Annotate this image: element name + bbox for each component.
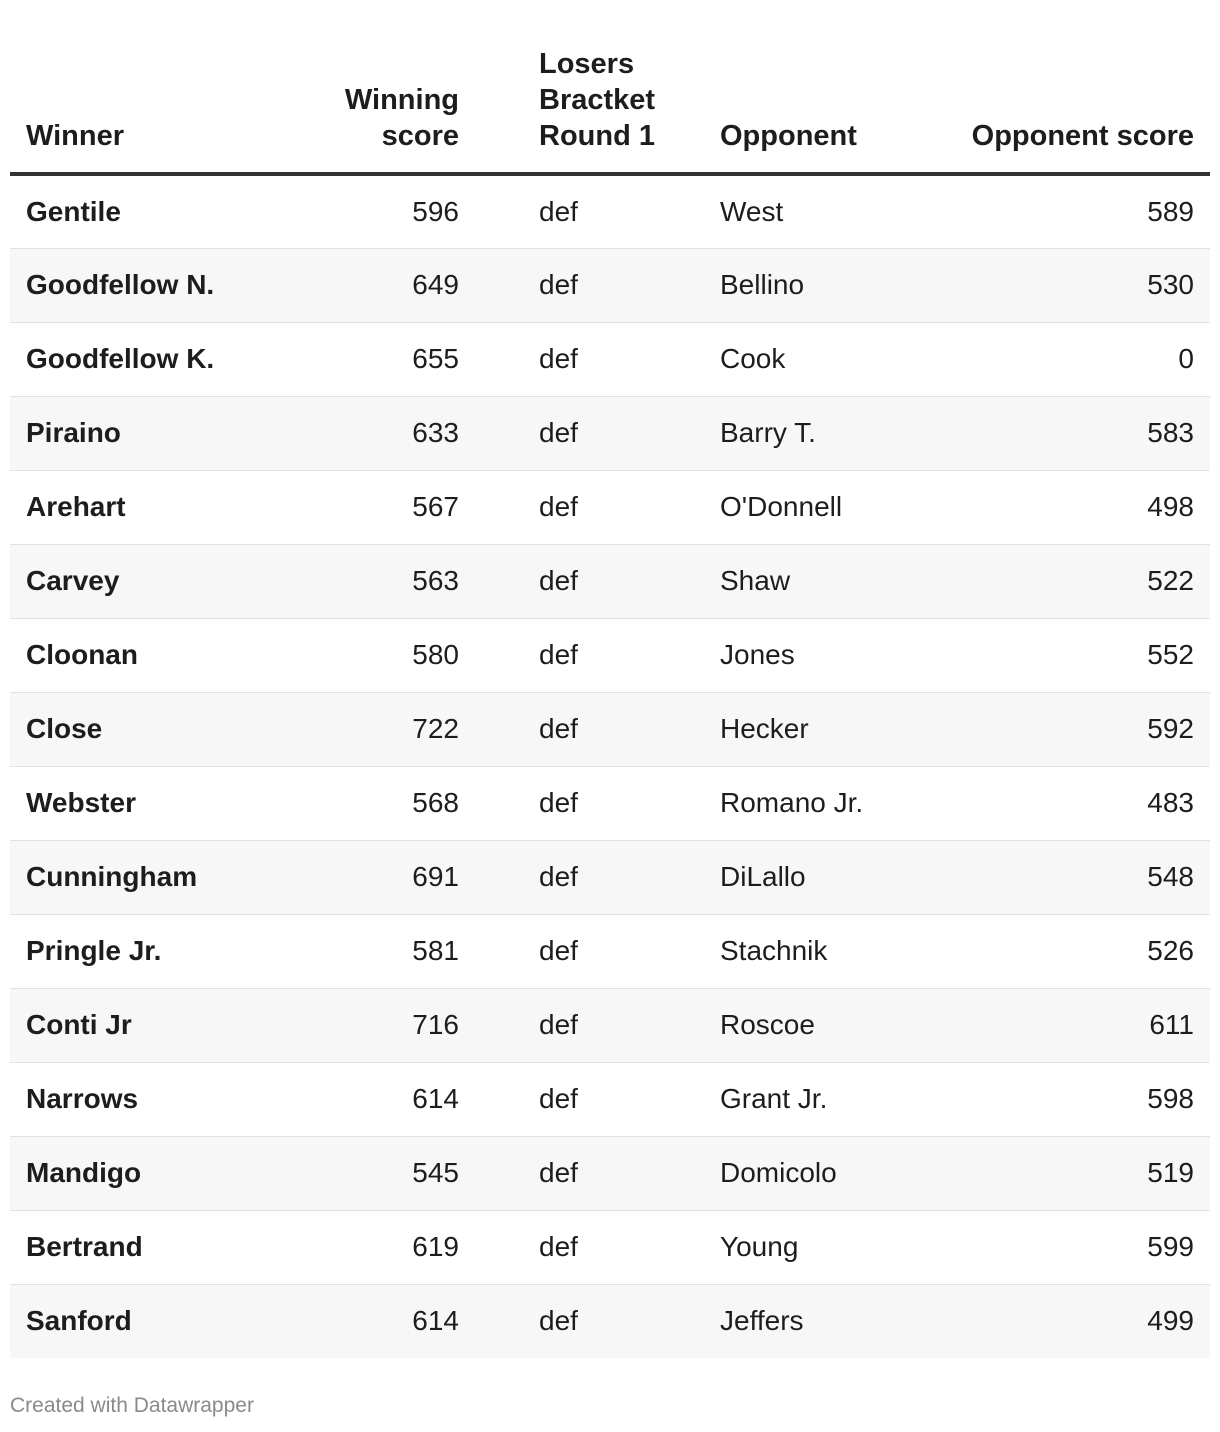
cell-winner: Gentile <box>10 174 285 248</box>
cell-opponent-score: 592 <box>944 692 1210 766</box>
cell-opponent-score: 611 <box>944 988 1210 1062</box>
cell-winning-score: 563 <box>285 544 475 618</box>
cell-result: def <box>475 322 704 396</box>
cell-result: def <box>475 766 704 840</box>
cell-winner: Piraino <box>10 396 285 470</box>
cell-winning-score: 649 <box>285 248 475 322</box>
table-row <box>10 470 1210 544</box>
cell-opponent: Barry T. <box>704 396 944 470</box>
cell-winning-score: 568 <box>285 766 475 840</box>
cell-winner: Goodfellow N. <box>10 248 285 322</box>
cell-winner: Bertrand <box>10 1210 285 1284</box>
cell-winner: Cloonan <box>10 618 285 692</box>
cell-winning-score: 567 <box>285 470 475 544</box>
table-row <box>10 692 1210 766</box>
cell-opponent: Romano Jr. <box>704 766 944 840</box>
cell-result: def <box>475 692 704 766</box>
cell-opponent-score: 0 <box>944 322 1210 396</box>
cell-result: def <box>475 988 704 1062</box>
cell-opponent-score: 583 <box>944 396 1210 470</box>
cell-opponent-score: 519 <box>944 1136 1210 1210</box>
cell-winning-score: 614 <box>285 1062 475 1136</box>
cell-winner: Webster <box>10 766 285 840</box>
cell-winning-score: 633 <box>285 396 475 470</box>
results-table-container <box>10 0 1210 1358</box>
cell-winner: Close <box>10 692 285 766</box>
table-row <box>10 840 1210 914</box>
cell-opponent: Hecker <box>704 692 944 766</box>
cell-opponent: Cook <box>704 322 944 396</box>
table-row <box>10 1284 1210 1358</box>
cell-opponent: Stachnik <box>704 914 944 988</box>
cell-winning-score: 596 <box>285 174 475 248</box>
cell-winning-score: 655 <box>285 322 475 396</box>
table-body <box>10 174 1210 1358</box>
cell-opponent: Domicolo <box>704 1136 944 1210</box>
cell-opponent: Shaw <box>704 544 944 618</box>
cell-opponent: Grant Jr. <box>704 1062 944 1136</box>
cell-result: def <box>475 914 704 988</box>
cell-result: def <box>475 840 704 914</box>
cell-winning-score: 614 <box>412 1305 459 1337</box>
cell-opponent: Jones <box>704 618 944 692</box>
table-row <box>10 1062 1210 1136</box>
cell-opponent-score: 599 <box>944 1210 1210 1284</box>
table-row <box>10 988 1210 1062</box>
cell-opponent-score: 498 <box>944 470 1210 544</box>
header-winner[interactable]: Winner <box>10 0 285 174</box>
results-table <box>10 0 1210 1358</box>
cell-result: def <box>475 1210 704 1284</box>
cell-opponent: Bellino <box>704 248 944 322</box>
table-row <box>10 914 1210 988</box>
cell-opponent-score: 589 <box>944 174 1210 248</box>
cell-opponent: DiLallo <box>704 840 944 914</box>
cell-opponent-score: 522 <box>944 544 1210 618</box>
cell-result: def <box>475 618 704 692</box>
cell-opponent: Roscoe <box>704 988 944 1062</box>
header-row <box>10 0 1210 174</box>
cell-result: def <box>475 544 704 618</box>
header-opponent[interactable]: Opponent <box>704 0 944 174</box>
header-winning-score[interactable]: Winning score <box>285 0 475 174</box>
cell-winning-score: 691 <box>285 840 475 914</box>
table-row <box>10 174 1210 248</box>
table-row <box>10 248 1210 322</box>
cell-opponent-score: 499 <box>1147 1305 1194 1337</box>
cell-winner: Cunningham <box>10 840 285 914</box>
cell-result: def <box>539 1305 578 1337</box>
cell-winner: Conti Jr <box>10 988 285 1062</box>
cell-result: def <box>475 396 704 470</box>
cell-winning-score: 545 <box>285 1136 475 1210</box>
cell-result: def <box>475 174 704 248</box>
cell-opponent-score: 548 <box>944 840 1210 914</box>
cell-opponent-score: 526 <box>944 914 1210 988</box>
table-row <box>10 322 1210 396</box>
table-header <box>10 0 1210 174</box>
cell-winning-score: 580 <box>285 618 475 692</box>
cell-result: def <box>475 1136 704 1210</box>
cell-winner: Carvey <box>10 544 285 618</box>
cell-winner: Arehart <box>10 470 285 544</box>
header-opponent-score[interactable]: Opponent score <box>944 0 1210 174</box>
table-row <box>10 544 1210 618</box>
datawrapper-credit[interactable]: Created with Datawrapper <box>10 1394 254 1417</box>
cell-result: def <box>475 1062 704 1136</box>
table-row <box>10 396 1210 470</box>
cell-opponent-score: 483 <box>944 766 1210 840</box>
table-row <box>10 1210 1210 1284</box>
cell-opponent-score: 530 <box>944 248 1210 322</box>
table-row <box>10 766 1210 840</box>
cell-winning-score: 716 <box>285 988 475 1062</box>
cell-opponent: O'Donnell <box>704 470 944 544</box>
cell-opponent-score: 552 <box>944 618 1210 692</box>
cell-opponent: Young <box>704 1210 944 1284</box>
cell-opponent: West <box>704 174 944 248</box>
cell-winning-score: 722 <box>285 692 475 766</box>
cell-opponent: Jeffers <box>720 1305 804 1337</box>
cell-winner: Pringle Jr. <box>10 914 285 988</box>
cell-winning-score: 619 <box>285 1210 475 1284</box>
cell-winner: Goodfellow K. <box>10 322 285 396</box>
table-row <box>10 1136 1210 1210</box>
table-row <box>10 618 1210 692</box>
cell-opponent-score: 598 <box>944 1062 1210 1136</box>
cell-result: def <box>475 248 704 322</box>
cell-winner: Mandigo <box>10 1136 285 1210</box>
cell-winner: Sanford <box>26 1305 132 1337</box>
header-round[interactable]: Losers Bractket Round 1 <box>475 0 704 174</box>
cell-winning-score: 581 <box>285 914 475 988</box>
cell-winner: Narrows <box>10 1062 285 1136</box>
cell-result: def <box>475 470 704 544</box>
